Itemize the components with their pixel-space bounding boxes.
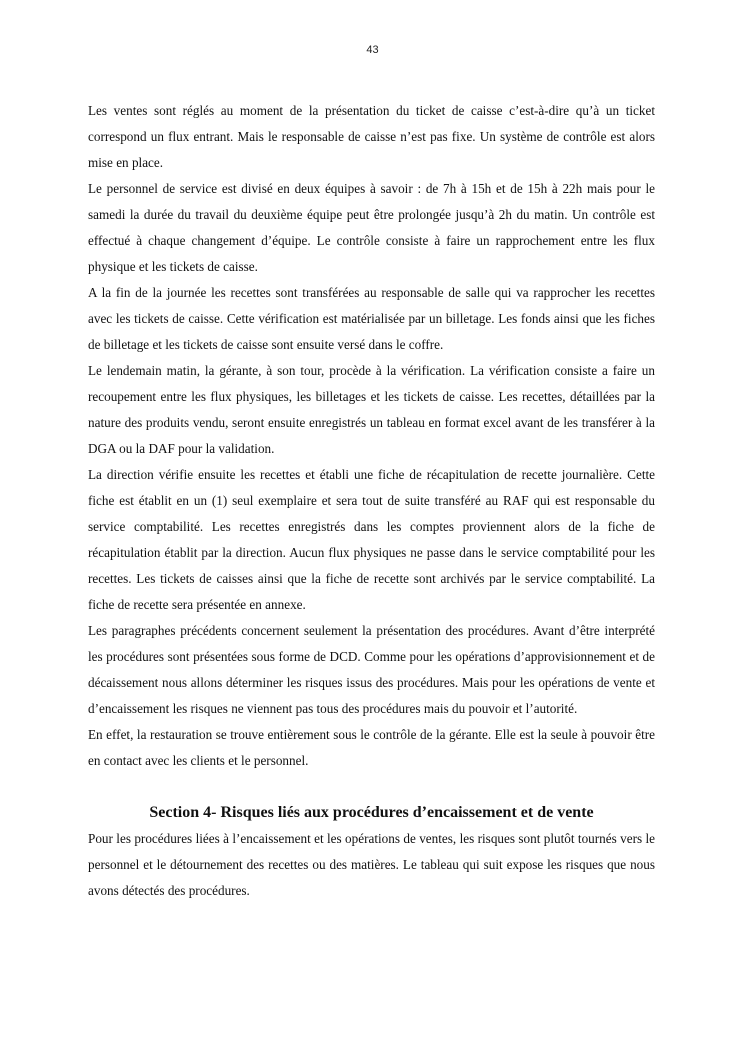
paragraph-ventes: Les ventes sont réglés au moment de la présentation du ticket de caisse c’est-à-dire qu’à un ticket correspond un flux entrant. Mais le responsable de caisse n’est pas fixe. Un système de contrôle est alors mise en place. bbox=[88, 103, 655, 170]
paragraph-personnel: Le personnel de service est divisé en deux équipes à savoir : de 7h à 15h et de 15h à 22h mais pour le samedi la durée du travail du deuxième équipe peut être prolongée jusqu’à 2h du matin. Un contrôle est effectué à chaque changement d’équipe. Le contrôle consiste à faire un rapprochement entre les flux physique et les tickets de caisse. bbox=[88, 181, 655, 274]
paragraph-procedures: Les paragraphes précédents concernent seulement la présentation des procédures. Avant d’être interprété les procédures sont présentées sous forme de DCD. Comme pour les opérations d’approvisionnement et de décaissement nous allons déterminer les risques issus des procédures. Mais pour les opérations de vente et d’encaissement les risques ne viennent pas tous des procédures mais du pouvoir et l’autorité. bbox=[88, 623, 655, 716]
section-paragraph: Pour les procédures liées à l’encaissement et les opérations de ventes, les risques sont plutôt tournés vers le personnel et le détournement des recettes ou des matières. Le tableau qui suit expose les risques que nous avons détectés des procédures. bbox=[88, 831, 655, 898]
page-number: 43 bbox=[366, 44, 379, 56]
paragraph-fin-journee: A la fin de la journée les recettes sont transférées au responsable de salle qui va rapprocher les recettes avec les tickets de caisse. Cette vérification est matérialisée par un billetage. Les fonds ainsi que les fiches de billetage et les tickets de caisse sont ensuite versé dans le coffre. bbox=[88, 285, 655, 352]
section-title: Section 4- Risques liés aux procédures d’encaissement et de vente bbox=[149, 804, 594, 821]
paragraph-direction: La direction vérifie ensuite les recettes et établi une fiche de récapitulation de recette journalière. Cette fiche est établit en un (1) seul exemplaire et sera tout de suite transféré au RAF qui est responsable du service comptabilité. Les recettes enregistrés dans les comptes proviennent alors de la fiche de récapitulation établit par la direction. Aucun flux physiques ne passe dans le service comptabilité pour les recettes. Les tickets de caisses ainsi que la fiche de recette sont archivés par le service comptabilité. La fiche de recette sera présentée en annexe. bbox=[88, 467, 655, 612]
paragraph-lendemain: Le lendemain matin, la gérante, à son tour, procède à la vérification. La vérification consiste a faire un recoupement entre les flux physiques, les billetages et les tickets de caisse. Les recettes, détaillées par la nature des produits vendu, seront ensuite enregistrés un tableau en format excel avant de les transférer à la DGA ou la DAF pour la validation. bbox=[88, 363, 655, 456]
paragraph-restauration: En effet, la restauration se trouve entièrement sous le contrôle de la gérante. Elle est la seule à pouvoir être en contact avec les clients et le personnel. bbox=[88, 727, 655, 768]
document-body bbox=[88, 98, 655, 904]
